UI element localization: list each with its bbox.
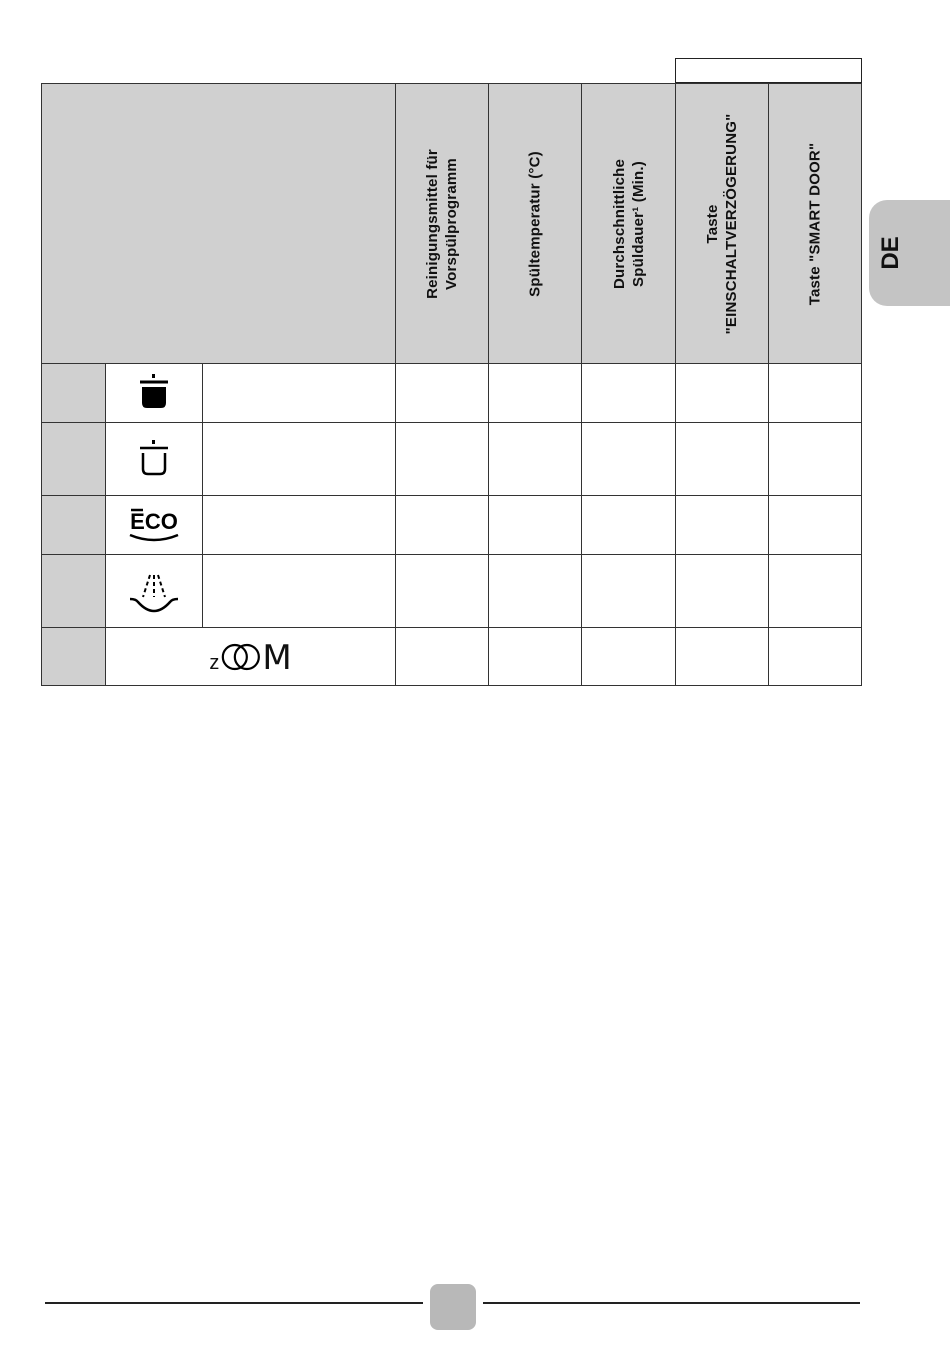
row-name-cell	[202, 495, 396, 555]
data-cell	[488, 422, 582, 496]
data-cell	[395, 495, 489, 555]
data-cell	[395, 422, 489, 496]
header-temperature-label: Spültemperatur (°C)	[526, 150, 544, 297]
row-zoom-cell	[105, 627, 396, 686]
data-cell	[768, 495, 862, 555]
row-number-cell	[41, 554, 106, 628]
zoom-double-circle-icon	[220, 641, 262, 673]
header-smart-door-label: Taste "SMART DOOR"	[806, 142, 824, 305]
data-cell	[675, 627, 769, 686]
header-detergent-label: Reinigungsmittel für Vorspülprogramm	[424, 148, 460, 299]
data-cell	[395, 363, 489, 423]
data-cell	[488, 363, 582, 423]
row-name-cell	[202, 422, 396, 496]
row-icon-cell	[105, 495, 203, 555]
eco-icon	[126, 505, 182, 545]
row-number-cell	[41, 363, 106, 423]
data-cell	[395, 554, 489, 628]
data-cell	[675, 495, 769, 555]
data-cell	[768, 422, 862, 496]
top-empty-box	[675, 58, 862, 83]
row-number-cell	[41, 422, 106, 496]
header-smart-door	[768, 83, 862, 364]
data-cell	[488, 495, 582, 555]
data-cell	[581, 554, 676, 628]
language-tab	[869, 200, 950, 306]
header-program-cell	[41, 83, 396, 364]
data-cell	[768, 554, 862, 628]
eco-text: ECO	[130, 509, 178, 534]
data-cell	[395, 627, 489, 686]
zoom-logo-icon	[209, 637, 292, 678]
row-icon-cell	[105, 422, 203, 496]
data-cell	[581, 422, 676, 496]
header-detergent	[395, 83, 489, 364]
row-icon-cell	[105, 363, 203, 423]
footer-line-left	[45, 1302, 423, 1304]
pot-outline-icon	[132, 438, 176, 480]
intensive-pot-filled-icon	[132, 373, 176, 413]
zoom-logo-m: M	[262, 637, 292, 678]
data-cell	[675, 554, 769, 628]
footer-line-right	[483, 1302, 860, 1304]
language-tab-label: DE	[877, 236, 904, 270]
header-delay-start	[675, 83, 769, 364]
row-icon-cell	[105, 554, 203, 628]
zoom-logo-z: z	[209, 651, 220, 674]
data-cell	[768, 363, 862, 423]
data-cell	[768, 627, 862, 686]
row-name-cell	[202, 554, 396, 628]
data-cell	[581, 495, 676, 555]
header-temperature	[488, 83, 582, 364]
data-cell	[675, 422, 769, 496]
data-cell	[488, 554, 582, 628]
data-cell	[488, 627, 582, 686]
rinse-spray-icon	[126, 569, 182, 613]
page-number-box	[430, 1284, 476, 1330]
header-duration	[581, 83, 676, 364]
data-cell	[581, 627, 676, 686]
data-cell	[675, 363, 769, 423]
row-name-cell	[202, 363, 396, 423]
header-duration-label: Durchschnittliche Spüldauer¹ (Min.)	[610, 158, 647, 289]
row-number-cell	[41, 495, 106, 555]
header-delay-start-label: Taste "EINSCHALTVERZÖGERUNG"	[704, 113, 740, 334]
row-number-cell	[41, 627, 106, 686]
data-cell	[581, 363, 676, 423]
